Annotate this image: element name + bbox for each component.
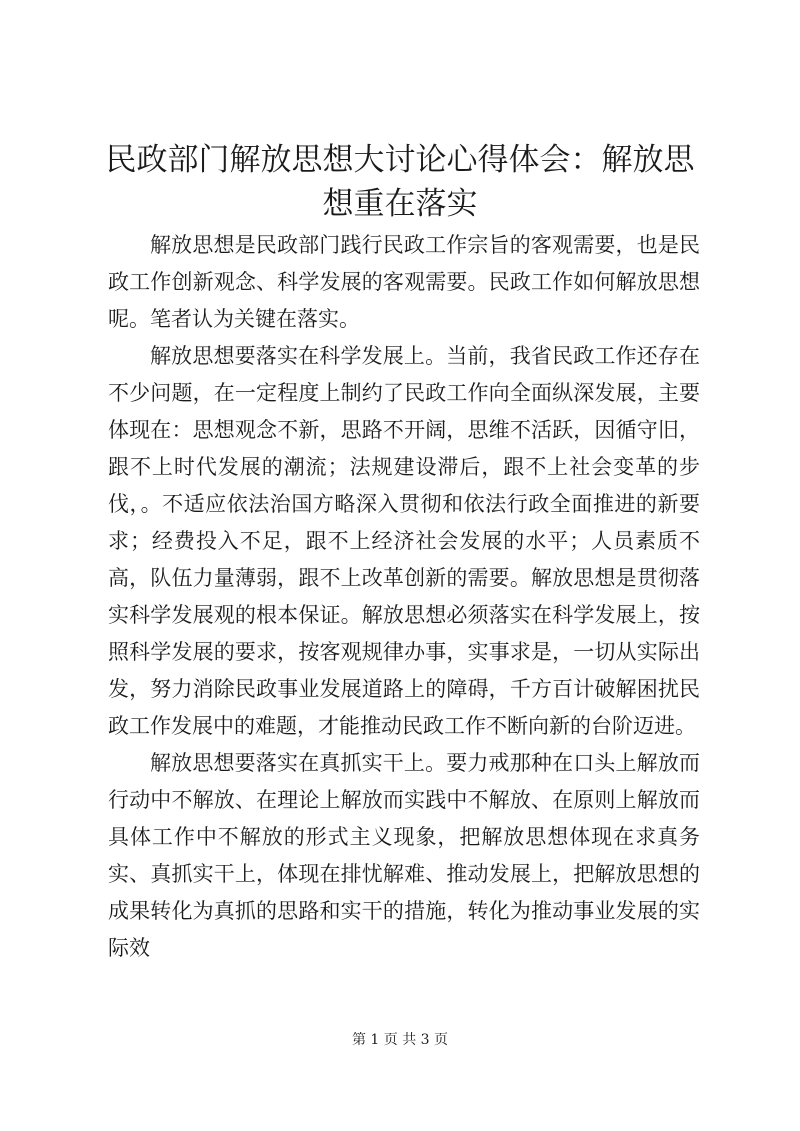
paragraph-3: 解放思想要落实在真抓实干上。要力戒那种在口头上解放而行动中不解放、在理论上解放而实践中不解放、在原则上解放而具体工作中不解放的形式主义现象，把解放思想体现在求真务实、真抓实干上，体现在排忧解难、推动发展上，把解放思想的成果转化为真抓的思路和实干的措施，转化为推动事业发展的实际效 <box>108 751 700 960</box>
paragraph-1: 解放思想是民政部门践行民政工作宗旨的客观需要，也是民政工作创新观念、科学发展的客观需要。民政工作如何解放思想呢。笔者认为关键在落实。 <box>108 233 700 331</box>
page-footer: 第 1 页 共 3 页 <box>351 1032 449 1048</box>
document-title: 民政部门解放思想大讨论心得体会：解放思想重在落实 <box>105 142 695 222</box>
paragraph-2: 解放思想要落实在科学发展上。当前，我省民政工作还存在不少问题，在一定程度上制约了民政工作向全面纵深发展，主要体现在：思想观念不新，思路不开阔，思维不活跃，因循守旧，跟不上时代发展的潮流；法规建设滞后，跟不上社会变革的步伐，。不适应依法治国方略深入贯彻和依法行政全面推进的新要求；经费投入不足，跟不上经济社会发展的水平；人员素质不高，队伍力量薄弱，跟不上改革创新的需要。解放思想是贯彻落实科学发展观的根本保证。解放思想必须落实在科学发展上，按照科学发展的要求，按客观规律办事，实事求是，一切从实际出发，努力消除民政事业发展道路上的障碍，千方百计破解困扰民政工作发展中的难题，才能推动民政工作不断向新的台阶迈进。 <box>108 344 700 738</box>
document-body <box>108 227 700 967</box>
